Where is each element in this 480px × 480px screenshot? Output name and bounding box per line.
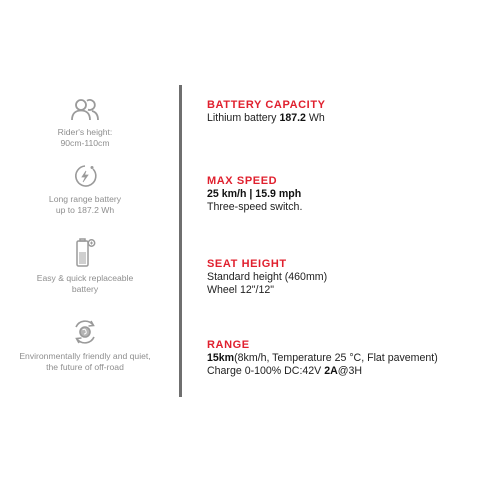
feature-battery-range [0, 163, 170, 216]
feature-replaceable-battery [0, 238, 170, 295]
caption-line: Easy & quick replaceable [36, 273, 134, 283]
caption-line: battery [71, 284, 99, 294]
caption-line: up to 187.2 Wh [55, 205, 115, 215]
spec-max-speed [207, 175, 302, 214]
replaceable-battery-icon [72, 238, 98, 268]
eco-cycle-icon [71, 318, 99, 346]
caption-line: the future of off-road [46, 362, 124, 372]
spec-title: SEAT HEIGHT [207, 258, 287, 270]
vertical-divider [179, 85, 182, 397]
feature-eco-friendly [0, 318, 170, 373]
spec-line: Standard height (460mm) [207, 271, 328, 283]
spec-line: Wheel 12"/12" [207, 284, 275, 296]
spec-range [207, 339, 438, 378]
caption-line: Rider's height: [57, 127, 113, 137]
feature-rider-height [0, 98, 170, 149]
spec-title: RANGE [207, 339, 250, 351]
spec-seat-height [207, 258, 327, 297]
spec-title: BATTERY CAPACITY [207, 99, 326, 111]
spec-line: Lithium battery 187.2 Wh [207, 112, 325, 124]
spec-line: 25 km/h | 15.9 mph [207, 188, 302, 200]
spec-line: Charge 0-100% DC:42V 2A@3H [207, 365, 363, 377]
battery-charge-icon [72, 163, 98, 189]
spec-line: Three-speed switch. [207, 201, 303, 213]
caption-line: Environmentally friendly and quiet, [19, 351, 151, 361]
caption-line: 90cm-110cm [60, 138, 110, 148]
riders-icon [70, 98, 100, 122]
caption-line: Long range battery [48, 194, 122, 204]
spec-battery-capacity [207, 99, 326, 125]
spec-title: MAX SPEED [207, 175, 278, 187]
spec-line: 15km(8km/h, Temperature 25 °C, Flat pavement) [207, 352, 438, 364]
features-column [0, 0, 170, 480]
